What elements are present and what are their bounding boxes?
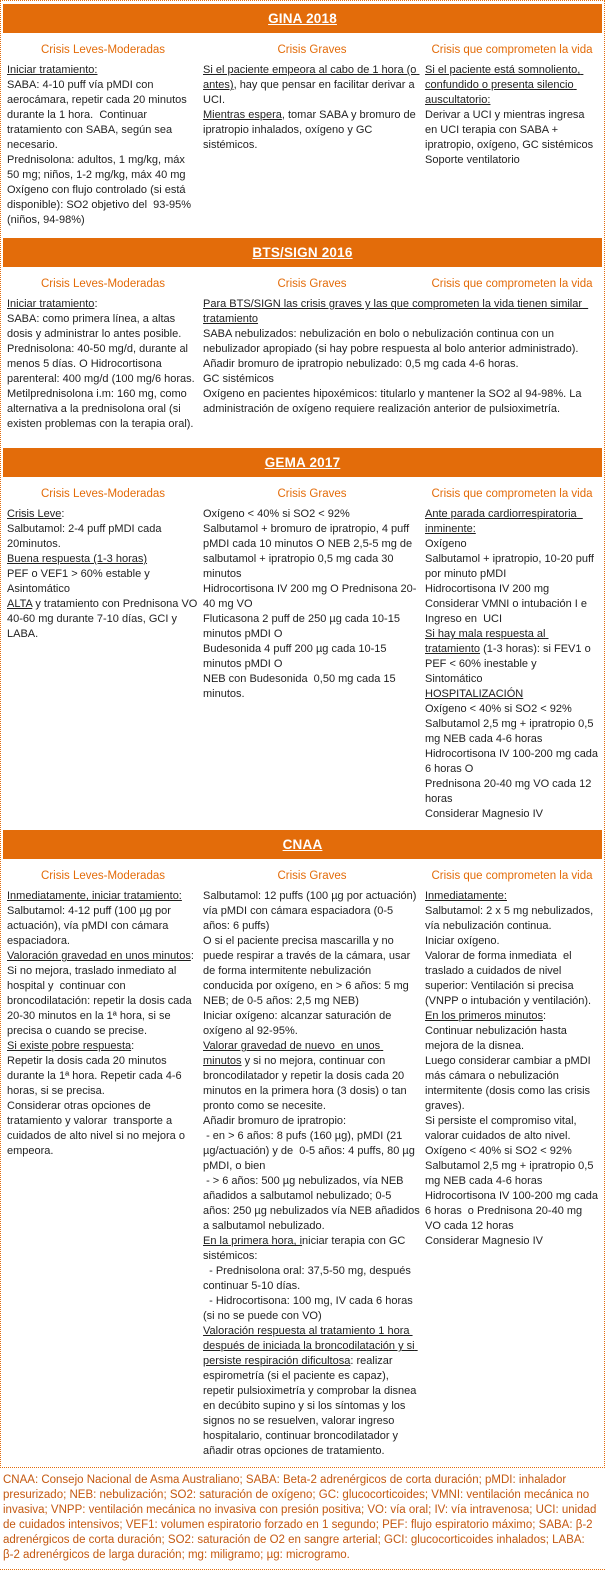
paragraph: [203, 1234, 421, 1264]
paragraph: [203, 1264, 421, 1294]
paragraph: [7, 552, 199, 567]
text: Salbutamol: 12 puffs (100 µg por actuación) vía pMDI con cámara espaciadora (0-5 años: 6 puffs): [203, 890, 420, 932]
paragraph: [7, 1039, 199, 1054]
column-2: [203, 63, 421, 153]
column-header-2: Crisis Graves: [277, 278, 347, 290]
text: Hidrocortisona IV 100-200 mg cada 6 horas O: [425, 748, 602, 775]
column-3: [425, 63, 599, 168]
text: y tratamiento con Prednisona VO 40-60 mg durante 7-10 días, GCI y LABA.: [7, 598, 201, 640]
paragraph: [203, 1129, 421, 1174]
column-merged-graves-vida: [203, 297, 599, 417]
underlined-text: Si existe pobre respuesta: [7, 1040, 132, 1052]
text: GC sistémicos: [203, 373, 274, 385]
text: Salbutamol + bromuro de ipratropio, 4 puff pMDI cada 10 minutos O NEB 2,5-5 mg de salbutamol + ipratropio 0,5 mg cada 30 minutos: [203, 523, 416, 580]
paragraph: [425, 153, 599, 168]
paragraph: [425, 747, 602, 777]
paragraph: [7, 889, 199, 904]
section-title: GINA 2018: [268, 11, 337, 26]
text: Hidrocortisona IV 200 mg O Prednisona 20-40 mg VO: [203, 583, 417, 610]
paragraph: [7, 297, 199, 312]
underlined-text: Buena respuesta (1-3 horas): [7, 553, 148, 565]
paragraph: [203, 357, 599, 372]
underlined-text: Valorar gravedad de nuevo en unos minutos: [203, 1040, 384, 1067]
underlined-text: ALTA: [7, 598, 33, 610]
paragraph: [203, 387, 599, 417]
text: Considerar otras opciones de tratamiento y valorar transporte a cuidados de alto nivel si no mejora o empeora.: [7, 1100, 189, 1157]
paragraph: [425, 507, 599, 537]
column-2: [203, 889, 421, 1459]
text: Si persiste el compromiso vital, valorar cuidados de alto nivel.: [425, 1115, 580, 1142]
paragraph: [425, 904, 599, 934]
paragraph: [203, 1039, 421, 1114]
paragraph: [7, 183, 199, 228]
paragraph: [425, 582, 599, 597]
text: Considerar Magnesio IV: [425, 1235, 544, 1247]
paragraph: [425, 687, 599, 702]
paragraph: [425, 807, 599, 822]
paragraph: [425, 1144, 599, 1159]
column-1: [7, 297, 199, 432]
text: Oxígeno en pacientes hipoxémicos: titularlo y mantener la SO2 al 94-98%. La administración de oxígeno requiere realización anterior de pulsioximetría.: [203, 388, 585, 415]
paragraph: [7, 78, 199, 153]
paragraph: [425, 108, 599, 153]
paragraph: [425, 702, 599, 717]
column-headers-row: [3, 859, 602, 889]
paragraph: [203, 1009, 421, 1039]
text: y si no mejora, continuar con broncodilatador y repetir la dosis cada 20 minutos en la primera hora (3 dosis) o tan pronto como se necesite.: [203, 1055, 410, 1112]
section-title: CNAA: [282, 837, 323, 852]
text: Añadir bromuro de ipratropio:: [203, 1115, 347, 1127]
paragraph: [7, 522, 199, 552]
paragraph: [425, 1054, 599, 1114]
paragraph: [7, 949, 199, 964]
text: Salbutamol 2,5 mg + ipratropio 0,5 mg NEB cada 4-6 horas: [425, 718, 597, 745]
underlined-text: Inmediatamente, iniciar tratamiento:: [7, 890, 182, 902]
column-header-2: Crisis Graves: [277, 870, 347, 882]
text: - > 6 años: 500 µg nebulizados, vía NEB añadidos a salbutamol nebulizado; 0-5 años: 250 µg nebulizados vía NEB añadidos a salbutamol nebulizado.: [203, 1175, 423, 1232]
column-header-2: Crisis Graves: [277, 44, 347, 56]
column-header-1: Crisis Leves-Moderadas: [41, 278, 165, 290]
underlined-text: Si hay mala respuesta al tratamiento: [425, 628, 549, 655]
text: :: [190, 950, 194, 962]
text: Oxígeno < 40% si SO2 < 92%: [203, 508, 350, 520]
section-title-bar: [3, 238, 602, 267]
column-3: [425, 507, 602, 822]
paragraph: [203, 642, 421, 672]
text: Considerar Magnesio IV: [425, 808, 544, 820]
text: Continuar nebulización hasta mejora de la disnea.: [425, 1025, 570, 1052]
paragraph: [425, 949, 599, 1009]
section-title: GEMA 2017: [264, 455, 341, 470]
paragraph: [7, 507, 199, 522]
text: Repetir la dosis cada 20 minutos durante la 1ª hora. Repetir cada 4-6 horas, si se precisa.: [7, 1055, 185, 1097]
paragraph: [203, 507, 421, 522]
paragraph: [203, 889, 421, 934]
text: SABA nebulizados: nebulización en bolo o nebulización continua con un nebulizador apropiado (si hay pobre respuesta al bolo anterior administrado).: [203, 328, 579, 355]
underlined-text: Iniciar tratamiento:: [7, 64, 98, 76]
paragraph: [7, 342, 199, 432]
paragraph: [425, 1189, 602, 1234]
column-header-1: Crisis Leves-Moderadas: [41, 44, 165, 56]
paragraph: [203, 672, 421, 702]
paragraph: [7, 567, 199, 597]
text: Oxígeno con flujo controlado (si está disponible): SO2 objetivo del 93-95% (niños, 94-98%): [7, 184, 195, 226]
paragraph: [425, 537, 599, 552]
paragraph: [425, 1009, 599, 1024]
text: Luego considerar cambiar a pMDI más cámara o nebulización intermitente (dosis como las crisis graves).: [425, 1055, 594, 1112]
text: Si no mejora, traslado inmediato al hospital y continuar con broncodilatación: repetir la dosis cada 20-30 minutos en la 1ª hora, si se precisa o cuando se precise.: [7, 965, 195, 1037]
paragraph: [425, 1024, 599, 1054]
text: :: [61, 508, 65, 520]
paragraph: [425, 1159, 599, 1189]
text: Salbutamol: 4-12 puff (100 µg por actuación), vía pMDI con cámara espaciadora.: [7, 905, 174, 947]
paragraph: [425, 777, 599, 807]
underlined-text: Ante parada cardiorrespiratoria inminente:: [425, 508, 583, 535]
text: Prednisona 20-40 mg VO cada 12 horas: [425, 778, 595, 805]
underlined-text: En los primeros minutos: [425, 1010, 543, 1022]
paragraph: [7, 1054, 199, 1099]
text: Prednisolona: 40-50 mg/d, durante al menos 5 días. O Hidrocortisona parenteral: 400 mg/d (100 mg/6 horas. Metilprednisolona i.m: 160 mg, como alternativa a la prednisolona oral (si existen problemas con la terapia oral).: [7, 343, 198, 430]
text: : realizar espirometría (si el paciente es capaz), repetir pulsioximetría y comprobar la disnea en decúbito supino y si los síntomas y los signos no se resuelven, valorar ingreso hospitalario, continuar broncodilatador y añadir otras opciones de tratamiento.: [203, 1355, 420, 1457]
text: Añadir bromuro de ipratropio nebulizado: 0,5 mg cada 4-6 horas.: [203, 358, 519, 370]
text: NEB con Budesonida 0,50 mg cada 15 minutos.: [203, 673, 399, 700]
column-headers-row: [3, 267, 602, 297]
underlined-text: Si el paciente está somnoliento, confundido o presenta silencio auscultatorio:: [425, 64, 584, 106]
text: Iniciar oxígeno.: [425, 935, 500, 947]
column-1: [7, 63, 199, 228]
section-gina-2018: [3, 4, 602, 238]
sections-container: [3, 4, 602, 1467]
paragraph: [203, 108, 421, 153]
text: Salbutamol: 2 x 5 mg nebulizados, vía nebulización continua.: [425, 905, 597, 932]
underlined-text: Si el paciente empeora al cabo de 1 hora (o antes): [203, 64, 420, 91]
paragraph: [203, 934, 421, 1009]
section-title-bar: [3, 4, 602, 33]
section-title: BTS/SIGN 2016: [252, 245, 353, 260]
text: Soporte ventilatorio: [425, 154, 520, 166]
paragraph: [425, 717, 599, 747]
section-body: [3, 297, 602, 440]
underlined-text: Iniciar tratamiento: [7, 298, 95, 310]
text: Oxígeno: [425, 538, 467, 550]
column-header-1: Crisis Leves-Moderadas: [41, 870, 165, 882]
column-3: [425, 889, 602, 1249]
text: SABA: 4-10 puff vía pMDI con aerocámara, repetir cada 20 minutos durante la 1 hora. Continuar tratamiento con SABA, según sea necesario.: [7, 79, 190, 151]
abbreviations-footnote: CNAA: Consejo Nacional de Asma Australiano; SABA: Beta-2 adrenérgicos de corta duración; pMDI: inhalador presurizado; NEB: nebulización; SO2: saturación de oxígeno; GC: glucocorticoides; VMNI: ventilación mecánica no invasiva; VNPP: ventilación mecánica no invasiva con presión positiva; VO: vía oral; IV: vía intravenosa; UCI: unidad de cuidados intensivos; VEF1: volumen espiratorio forzado en 1 segundo; PEF: flujo espiratorio máximo; SABA: β-2 adrenérgicos de corta duración; SO2: saturación de O2 en sangre arterial; GCI: glucocorticoides inhalados; LABA: β-2 adrenérgicos de larga duración; mg: miligramo; µg: microgramo.: [0, 1468, 605, 1570]
text: Salbutamol: 2-4 puff pMDI cada 20minutos.: [7, 523, 165, 550]
paragraph: [7, 964, 199, 1039]
section-title-bar: [3, 448, 602, 477]
text: :: [543, 1010, 547, 1022]
paragraph: [203, 1174, 421, 1234]
paragraph: [425, 552, 599, 582]
text: Valorar de forma inmediata el traslado a cuidados de nivel superior: Ventilación si precisa (VNPP o intubación y ventilación).: [425, 950, 592, 1007]
paragraph: [425, 63, 599, 108]
column-header-3: Crisis que comprometen la vida: [431, 44, 593, 56]
underlined-text: Para BTS/SIGN las crisis graves y las que comprometen la vida tienen similar tratamiento: [203, 298, 589, 325]
paragraph: [7, 904, 199, 949]
underlined-text: Inmediatamente:: [425, 890, 507, 902]
section-body: [3, 889, 602, 1467]
column-header-3: Crisis que comprometen la vida: [431, 870, 593, 882]
underlined-text: En la primera hora, i: [203, 1235, 303, 1247]
section-body: [3, 63, 602, 236]
text: Salbutamol 2,5 mg + ipratropio 0,5 mg NEB cada 4-6 horas: [425, 1160, 597, 1187]
text: Prednisolona: adultos, 1 mg/kg, máx 50 mg; niños, 1-2 mg/kg, máx 40 mg: [7, 154, 188, 181]
paragraph: [7, 63, 199, 78]
paragraph: [7, 1099, 199, 1159]
paragraph: [203, 612, 421, 642]
section-title-bar: [3, 830, 602, 859]
underlined-text: Valoración gravedad en unos minutos: [7, 950, 191, 962]
column-header-3: Crisis que comprometen la vida: [431, 278, 593, 290]
section-body: [3, 507, 602, 830]
text: Oxígeno < 40% si SO2 < 92%: [425, 1145, 572, 1157]
column-header-2: Crisis Graves: [277, 488, 347, 500]
paragraph: [425, 597, 599, 627]
text: PEF o VEF1 > 60% estable y Asintomático: [7, 568, 153, 595]
text: Fluticasona 2 puff de 250 µg cada 10-15 minutos pMDI O: [203, 613, 404, 640]
column-1: [7, 507, 199, 642]
text: Hidrocortisona IV 200 mg: [425, 583, 550, 595]
paragraph: [203, 1324, 421, 1459]
paragraph: [7, 597, 199, 642]
text: , tomar SABA y bromuro de ipratropio inhalados, oxígeno y GC sistémicos.: [203, 109, 419, 151]
paragraph: [203, 1294, 421, 1324]
paragraph: [7, 312, 199, 342]
column-header-1: Crisis Leves-Moderadas: [41, 488, 165, 500]
paragraph: [203, 582, 421, 612]
text: :: [131, 1040, 135, 1052]
column-1: [7, 889, 199, 1159]
paragraph: [203, 522, 421, 582]
column-header-3: Crisis que comprometen la vida: [431, 488, 593, 500]
text: - en > 6 años: 8 pufs (160 µg), pMDI (21 µg/actuación) y de 0-5 años: 4 puffs, 80 µg pMDI, o bien: [203, 1130, 418, 1172]
paragraph: [203, 297, 599, 327]
paragraph: [7, 153, 199, 183]
text: Iniciar oxígeno: alcanzar saturación de oxígeno al 92-95%.: [203, 1010, 395, 1037]
paragraph: [425, 934, 599, 949]
text: Salbutamol + ipratropio, 10-20 puff por minuto pMDI: [425, 553, 597, 580]
text: - Prednisolona oral: 37,5-50 mg, después continuar 5-10 días.: [203, 1265, 414, 1292]
paragraph: [203, 63, 421, 108]
column-headers-row: [3, 33, 602, 63]
paragraph: [425, 627, 599, 687]
text: , hay que pensar en facilitar derivar a UCI.: [203, 79, 418, 106]
text: Hidrocortisona IV 100-200 mg cada 6 horas o Prednisona 20-40 mg VO cada 12 horas: [425, 1190, 602, 1232]
text: Budesonida 4 puff 200 µg cada 10-15 minutos pMDI O: [203, 643, 390, 670]
paragraph: [203, 327, 599, 357]
text: O si el paciente precisa mascarilla y no puede respirar a través de la cámara, usar de forma intermitente nebulización conducida por oxígeno, en > 6 años: 5 mg NEB; de 0-5 años: 2,5 mg NEB): [203, 935, 414, 1007]
column-headers-row: [3, 477, 602, 507]
underlined-text: Crisis Leve: [7, 508, 62, 520]
underlined-text: Mientras espera: [203, 109, 282, 121]
text: Derivar a UCI y mientras ingresa en UCI terapia con SABA + ipratropio, oxígeno, GC sistémicos: [425, 109, 594, 151]
text: SABA: como primera línea, a altas dosis y administrar lo antes posible.: [7, 313, 182, 340]
underlined-text: HOSPITALIZACIÓN: [425, 688, 524, 700]
text: Oxígeno < 40% si SO2 < 92%: [425, 703, 572, 715]
text: (1-3 horas): si FEV1 o PEF < 60% inestable y Sintomático: [425, 643, 594, 685]
paragraph: [425, 1114, 599, 1144]
section-gema-2017: [3, 448, 602, 830]
section-bts-sign-2016: [3, 238, 602, 448]
column-2: [203, 507, 421, 702]
text: Considerar VMNI o intubación I e Ingreso en UCI: [425, 598, 591, 625]
section-cnaa: [3, 830, 602, 1467]
paragraph: [425, 889, 599, 904]
text: niciar terapia con GC sistémicos:: [203, 1235, 409, 1262]
paragraph: [425, 1234, 599, 1249]
text: - Hidrocortisona: 100 mg, IV cada 6 horas (si no se puede con VO): [203, 1295, 416, 1322]
text: :: [94, 298, 98, 310]
paragraph: [203, 1114, 421, 1129]
paragraph: [203, 372, 599, 387]
underlined-text: Valoración respuesta al tratamiento 1 hora después de iniciada la broncodilatación y si persiste respiración dificultosa: [203, 1325, 418, 1367]
